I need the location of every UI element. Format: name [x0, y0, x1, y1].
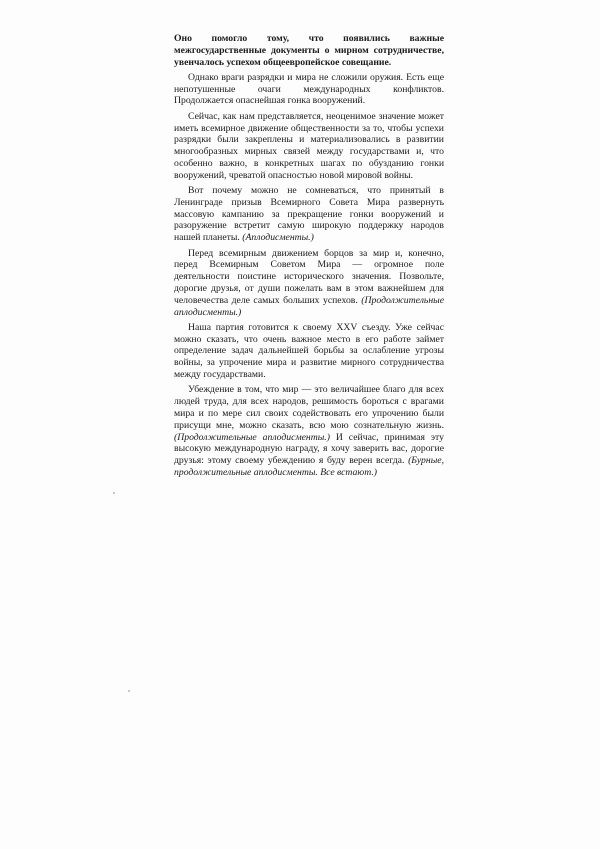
paragraph-2: [174, 72, 444, 107]
paragraph-7-final-applause: (Бурные, продолжительные аплодисменты. Все встают.): [174, 455, 444, 478]
paragraph-5-text: Перед всемирным движением борцов за мир и, конечно, перед Всемирным Советом Мира — огромное поле деятельности поистине исторического значения. Позвольте, дорогие друзья, от души пожелать вам в этом важнейшем для человечества деле самых больших успехов.: [174, 247, 444, 306]
paragraph-5-applause: (Продолжительные аплодисменты.): [174, 294, 444, 318]
speech-text-block: [174, 33, 444, 482]
paragraph-4-applause: (Аплодисменты.): [242, 232, 314, 244]
paragraph-4-text: Вот почему можно не сомневаться, что принятый в Ленинграде призыв Всемирного Совета Мира развернуть массовую кампанию за прекращение гонки вооружений и разоружение встретит самую широкую поддержку народов нашей планеты.: [174, 185, 444, 244]
paragraph-3-text: Сейчас, как нам представляется, неоценимое значение может иметь всемирное движение общественности за то, чтобы успехи разрядки были закреплены и материализовались в развитии многообразных мирных связей между государствами и, что особенно важно, в конкретных шагах по обузданию гонки вооружений, чреватой опасностью новой мировой войны.: [174, 110, 444, 181]
paragraph-6: [174, 322, 444, 381]
paragraph-7-continuation: И сейчас, принимая эту высокую международную награду, я хочу заверить вас, дорогие друзья: этому своему убеждению я буду верен всегда.: [174, 431, 444, 467]
paragraph-7: [174, 384, 444, 478]
paragraph-1-text: Оно помогло тому, что появились важные межгосударственные документы о мирном сотрудничестве, увенчалось успехом общеевропейское совещание.: [174, 33, 444, 68]
scan-speck: [128, 690, 130, 692]
paragraph-6-text: Наша партия готовится к своему XXV съезду. Уже сейчас можно сказать, что очень важное место в его работе займет определение задач дальнейшей борьбы за ослабление угрозы войны, за упрочение мира и развитие мирного сотрудничества между государствами.: [174, 321, 444, 381]
paragraph-5: [174, 248, 444, 319]
scan-speck: [113, 492, 115, 494]
paragraph-1: [174, 33, 444, 68]
paragraph-7-text: Убеждение в том, что мир — это величайшее благо для всех людей труда, для всех народов, решимость бороться с врагами мира и по мере сил своих содействовать его упрочению были присущи мне, можно сказать, всю мою сознательную жизнь.: [174, 384, 444, 431]
paragraph-4: [174, 185, 444, 244]
paragraph-7-applause: (Продолжительные аплодисменты.): [174, 431, 330, 443]
paragraph-2-text: Однако враги разрядки и мира не сложили оружия. Есть еще непотушенные очаги международных конфликтов. Продолжается опаснейшая гонка вооружений.: [174, 71, 444, 107]
paragraph-3: [174, 111, 444, 182]
